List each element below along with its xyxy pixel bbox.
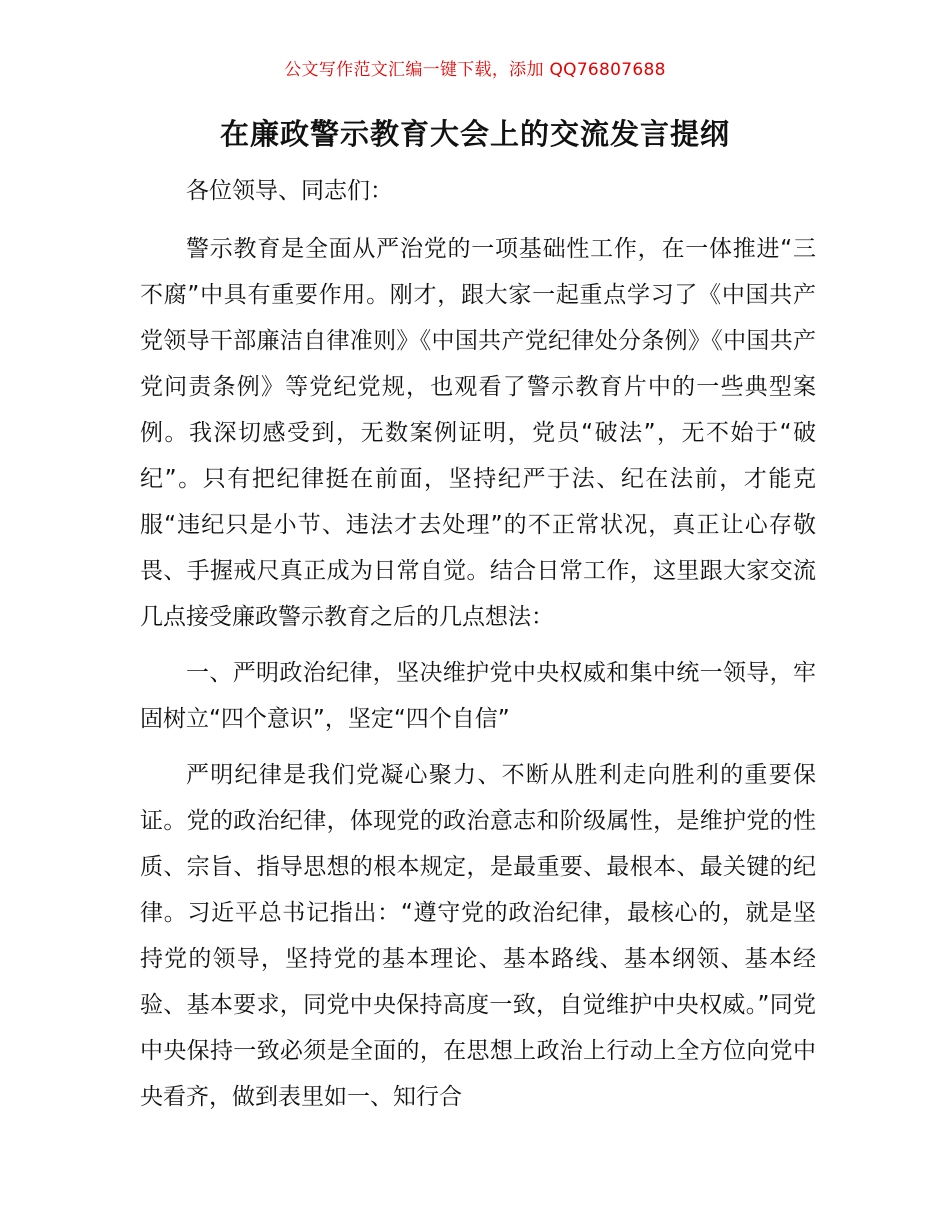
body-paragraph-discipline: 严明纪律是我们党凝心聚力、不断从胜利走向胜利的重要保证。党的政治纪律，体现党的政治意志和阶级属性，是维护党的性质、宗旨、指导思想的根本规定，是最重要、最根本、最关键的纪律。习近平总书记指出：“遵守党的政治纪律，最核心的，就是坚持党的领导，坚持党的基本理论、基本路线、基本纲领、基本经验、基本要求，同党中央保持高度一致，自觉维护中央权威。”同党中央保持一致必须是全面的，在思想上政治上行动上全方位向党中央看齐，做到表里如一、知行合 [140, 762, 816, 1110]
document-body [140, 168, 816, 1130]
body-paragraph-intro: 警示教育是全面从严治党的一项基础性工作，在一体推进“三不腐”中具有重要作用。刚才，跟大家一起重点学习了《中国共产党领导干部廉洁自律准则》《中国共产党纪律处分条例》《中国共产党问责条例》等党纪党规，也观看了警示教育片中的一些典型案例。我深切感受到，无数案例证明，党员“破法”，无不始于“破纪”。只有把纪律挺在前面，坚持纪严于法、纪在法前，才能克服“违纪只是小节、违法才去处理”的不正常状况，真正让心存敬畏、手握戒尺真正成为日常自觉。结合日常工作，这里跟大家交流几点接受廉政警示教育之后的几点想法： [140, 236, 816, 630]
download-promo-note: 公文写作范文汇编一键下载，添加 QQ76807688 [284, 60, 666, 80]
salutation: 各位领导、同志们： [186, 178, 393, 204]
document-title: 在廉政警示教育大会上的交流发言提纲 [219, 117, 730, 151]
section-heading-1: 一、严明政治纪律，坚决维护党中央权威和集中统一领导，牢固树立“四个意识”，坚定“四个自信” [140, 660, 816, 732]
